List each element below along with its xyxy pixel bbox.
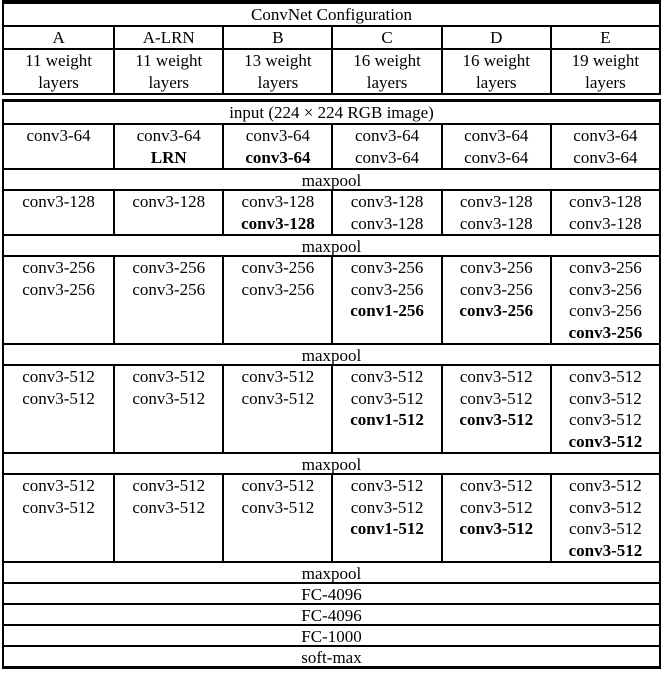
config-cell-e: [550, 366, 659, 452]
config-cell-b: [222, 257, 331, 343]
conv-block-256: [4, 255, 659, 343]
layer-label: conv3-512: [132, 497, 206, 517]
layer-label: conv3-64: [354, 126, 420, 145]
config-cell-b: [222, 125, 331, 168]
config-cell-a-lrn: [113, 475, 222, 561]
table-body-section: [2, 99, 661, 669]
config-cell-c: [331, 475, 440, 561]
maxpool-row: maxpool: [4, 234, 659, 255]
layer-label: conv3-128: [22, 192, 95, 211]
config-cell-a: [4, 125, 113, 168]
layer-label: conv3-512: [568, 540, 643, 560]
column-header-b: B: [222, 27, 331, 48]
layer-label: conv3-256: [241, 279, 315, 299]
layer-label: conv3-512: [241, 388, 315, 408]
layer-label: conv3-128: [459, 192, 533, 211]
weight-layers-a-lrn: 11 weight layers: [113, 50, 222, 93]
column-header-c: C: [331, 27, 440, 48]
layer-label: conv3-512: [22, 476, 95, 495]
fc-row: FC-4096: [4, 603, 659, 624]
layer-label: conv3-64: [245, 147, 311, 167]
layer-label: conv3-256: [569, 301, 642, 320]
layer-label: conv3-512: [350, 367, 424, 386]
config-cell-c: [331, 125, 440, 168]
layer-label: conv3-128: [350, 192, 424, 211]
layer-label: conv3-512: [132, 476, 206, 495]
layer-label: conv3-128: [350, 213, 424, 233]
config-cell-b: [222, 366, 331, 452]
layer-label: conv3-64: [573, 147, 638, 167]
table-title: ConvNet Configuration: [250, 5, 412, 24]
config-cell-a-lrn: [113, 191, 222, 234]
input-row: input (224 × 224 RGB image): [229, 103, 434, 122]
column-header-a: A: [52, 28, 65, 47]
maxpool-row: maxpool: [4, 452, 659, 473]
layer-label: conv3-128: [241, 213, 315, 233]
layer-label: conv3-64: [573, 126, 638, 145]
layer-label: conv3-512: [132, 388, 206, 408]
layer-label: conv3-64: [464, 126, 529, 145]
maxpool-row: maxpool: [4, 343, 659, 364]
config-cell-a-lrn: [113, 125, 222, 168]
conv-block-512-1: [4, 364, 659, 452]
layer-label: conv3-256: [459, 279, 533, 299]
config-cell-d: [441, 475, 550, 561]
maxpool-row: maxpool: [4, 561, 659, 582]
layer-label: conv3-512: [569, 367, 642, 386]
column-header-a-lrn: A-LRN: [113, 27, 222, 48]
layer-label: conv3-512: [241, 367, 315, 386]
layer-label: conv3-512: [569, 476, 642, 495]
config-cell-a: [4, 366, 113, 452]
conv-block-64: [4, 123, 659, 168]
layer-label: conv3-256: [569, 279, 642, 299]
config-cell-a: [4, 191, 113, 234]
config-cell-b: [222, 191, 331, 234]
layer-label: conv3-256: [132, 258, 206, 277]
layer-label: conv1-256: [350, 301, 424, 320]
config-cell-e: [550, 257, 659, 343]
softmax-row: soft-max: [4, 645, 659, 666]
layer-label: conv3-512: [459, 410, 534, 429]
column-header-d: D: [441, 27, 550, 48]
weight-layers-c: 16 weight layers: [331, 50, 440, 93]
weight-layers-e: 19 weight layers: [550, 50, 659, 93]
weight-layers-d: 16 weight layers: [441, 50, 550, 93]
config-cell-c: [331, 191, 440, 234]
layer-label: conv3-512: [22, 497, 95, 517]
layer-label: conv3-128: [459, 213, 533, 233]
layer-label: conv3-512: [459, 476, 533, 495]
config-cell-a-lrn: [113, 366, 222, 452]
layer-label: conv3-512: [459, 519, 534, 538]
config-cell-c: [331, 257, 440, 343]
layer-label: conv3-512: [459, 497, 533, 517]
layer-label: conv3-256: [22, 258, 95, 277]
table-header-section: [2, 0, 661, 95]
config-cell-e: [550, 191, 659, 234]
config-cell-c: [331, 366, 440, 452]
maxpool-row: maxpool: [4, 168, 659, 189]
conv-block-512-2: [4, 473, 659, 561]
config-cell-a-lrn: [113, 257, 222, 343]
layer-label: conv3-256: [22, 279, 95, 299]
config-cell-b: [222, 475, 331, 561]
weight-layers-a: 11 weight layers: [25, 51, 93, 92]
fc-row: FC-4096: [4, 582, 659, 603]
config-cell-d: [441, 366, 550, 452]
layer-label: conv3-256: [132, 279, 206, 299]
layer-label: conv3-256: [459, 258, 533, 277]
layer-label: conv3-64: [26, 126, 91, 145]
layer-label: conv3-256: [350, 258, 424, 277]
layer-label: conv3-64: [136, 126, 201, 145]
layer-label: conv3-256: [350, 279, 424, 299]
layer-label: conv3-512: [569, 388, 642, 408]
layer-label: conv3-512: [350, 497, 424, 517]
layer-label: conv3-256: [569, 258, 642, 277]
layer-label: conv3-512: [568, 431, 643, 451]
layer-label: conv3-512: [459, 367, 533, 386]
layer-label: conv3-512: [132, 367, 206, 386]
layer-label: conv1-512: [350, 410, 424, 429]
config-cell-d: [441, 191, 550, 234]
column-header-row: [4, 25, 659, 48]
layer-label: conv3-256: [568, 322, 643, 342]
layer-label: conv3-512: [459, 388, 533, 408]
layer-label: LRN: [150, 147, 187, 167]
layer-label: conv3-64: [245, 126, 311, 145]
layer-label: conv3-512: [350, 476, 424, 495]
conv-block-128: [4, 189, 659, 234]
layer-label: conv3-128: [132, 192, 206, 211]
weight-layers-b: 13 weight layers: [222, 50, 331, 93]
config-cell-e: [550, 125, 659, 168]
layer-label: conv1-512: [350, 519, 424, 538]
layer-label: conv3-256: [241, 258, 315, 277]
convnet-configuration-table: [2, 0, 661, 669]
layer-label: conv3-512: [241, 497, 315, 517]
layer-label: conv3-512: [22, 367, 95, 386]
config-cell-a: [4, 257, 113, 343]
config-cell-d: [441, 125, 550, 168]
layer-label: conv3-512: [241, 476, 315, 495]
layer-label: conv3-128: [569, 192, 642, 211]
config-cell-d: [441, 257, 550, 343]
layer-label: conv3-128: [569, 213, 642, 233]
layer-label: conv3-512: [569, 497, 642, 517]
layer-label: conv3-512: [22, 388, 95, 408]
layer-label: conv3-512: [350, 388, 424, 408]
config-cell-e: [550, 475, 659, 561]
fc-row: FC-1000: [4, 624, 659, 645]
layer-label: conv3-128: [241, 192, 315, 211]
layer-label: conv3-64: [354, 147, 420, 167]
layer-label: conv3-256: [459, 301, 534, 320]
layer-label: conv3-512: [569, 410, 642, 429]
column-header-e: E: [550, 27, 659, 48]
config-cell-a: [4, 475, 113, 561]
weight-layers-row: [4, 48, 659, 93]
layer-label: conv3-64: [464, 147, 529, 167]
layer-label: conv3-512: [569, 519, 642, 538]
